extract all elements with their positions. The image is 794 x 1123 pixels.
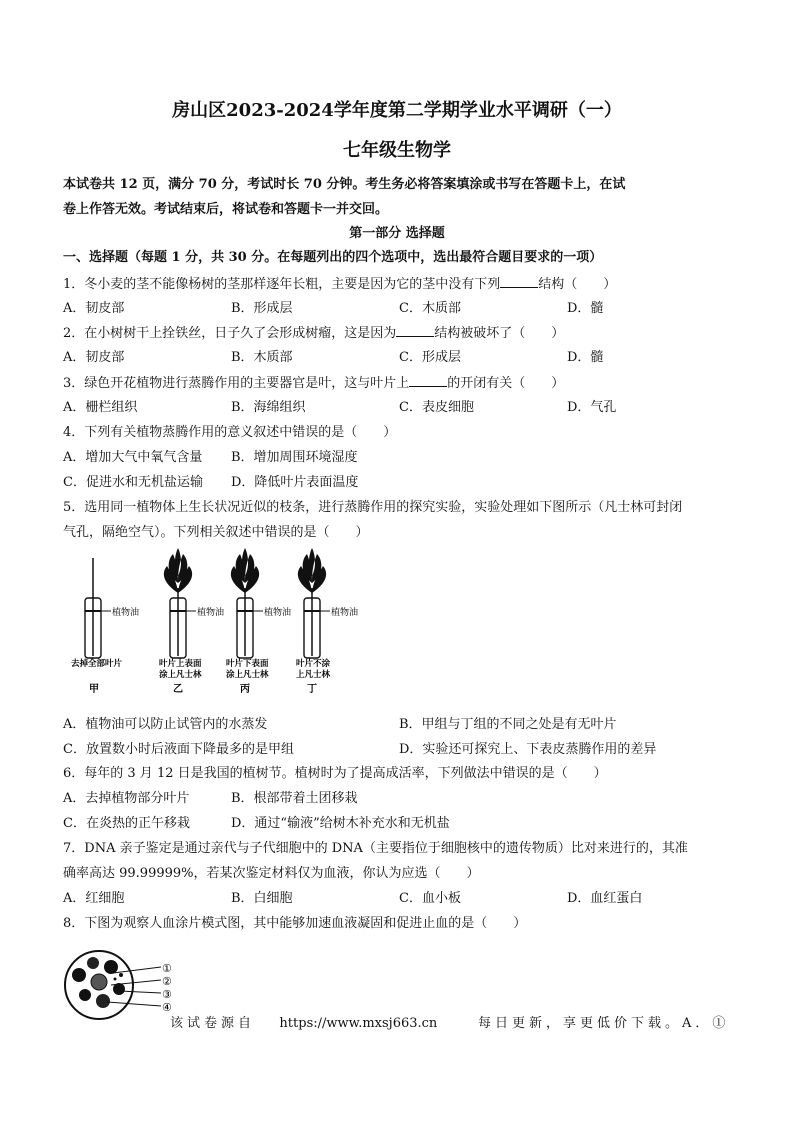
question-3-stem: 3．绿色开花植物进行蒸腾作用的主要器官是叶，这与叶片上 的开闭有关（ ） [63, 376, 565, 391]
section-heading: 一、选择题（每题 1 分，共 30 分。在每题列出的四个选项中，选出最符合题目要求的一项） [63, 250, 603, 265]
caption-ding-2: 上凡士林 [296, 670, 331, 680]
question-2-stem: 2．在小树树干上拴铁丝，日子久了会形成树瘤，这是因为 结构被破坏了（ ） [63, 326, 565, 341]
tube-group-ding [298, 548, 358, 658]
q7-option-b: B．白细胞 [231, 891, 293, 906]
oil-label: 植物油 [197, 608, 225, 618]
name-jia: 甲 [89, 684, 99, 695]
smear-label-1: ① [162, 962, 172, 975]
notice-line-1: 本试卷共 12 页，满分 70 分，考试时长 70 分钟。考生务必将答案填涂或书写在答题卡上，在试 [63, 177, 626, 192]
q3-option-a: A．栅栏组织 [63, 400, 138, 415]
q2-option-d: D．髓 [567, 350, 604, 365]
part-heading: 第一部分 选择题 [349, 226, 445, 241]
smear-label-3: ③ [162, 988, 172, 1001]
q1-option-a: A．韧皮部 [63, 301, 125, 316]
q4-option-b: B．增加周围环境湿度 [231, 450, 358, 465]
q3-option-c: C．表皮细胞 [399, 400, 474, 415]
q4-option-a: A．增加大气中氧气含量 [63, 450, 203, 465]
name-yi: 乙 [173, 684, 183, 695]
answer-blank [396, 324, 434, 337]
q5-option-c: C．放置数小时后液面下降最多的是甲组 [63, 742, 294, 757]
caption-ding-1: 叶片不涂 [296, 659, 331, 669]
oil-label: 植物油 [112, 608, 140, 618]
q6-option-b: B．根部带着土团移栽 [231, 791, 358, 806]
q7-option-d: D．血红蛋白 [567, 891, 643, 906]
q3-option-d: D．气孔 [567, 400, 617, 415]
smear-label-2: ② [162, 975, 172, 988]
q2-option-a: A．韧皮部 [63, 350, 125, 365]
source-link[interactable]: https://www.mxsj663.cn [279, 1016, 438, 1031]
exam-subtitle: 七年级生物学 [343, 140, 451, 161]
caption-bing-1: 叶片下表面 [226, 659, 269, 669]
q5-option-a: A．植物油可以防止试管内的水蒸发 [63, 717, 268, 732]
tube-group-jia [85, 558, 139, 658]
q3-option-b: B．海绵组织 [231, 400, 306, 415]
tube-group-bing [231, 548, 291, 658]
tube-group-yi [164, 548, 224, 658]
question-8-stem: 8．下图为观察人血涂片模式图，其中能够加速血液凝固和促进止血的是（ ） [63, 916, 527, 931]
question-6-stem: 6．每年的 3 月 12 日是我国的植树节。植树时为了提高成活率，下列做法中错误的是（ ） [63, 766, 607, 781]
q1-option-d: D．髓 [567, 301, 604, 316]
footer-line: 该试卷源自 https://www.mxsj663.cn 每日更新，享更低价下载。A．① [170, 1016, 730, 1031]
question-5-stem-2: 气孔，隔绝空气）。下列相关叙述中错误的是（ ） [63, 525, 369, 540]
q6-option-d: D．通过“输液”给树木补充水和无机盐 [231, 816, 450, 831]
smear-label-4: ④ [162, 1001, 172, 1014]
q1-option-b: B．形成层 [231, 301, 293, 316]
q7-option-c: C．血小板 [399, 891, 461, 906]
exam-title: 房山区2023-2024学年度第二学期学业水平调研（一） [172, 100, 622, 121]
caption-yi-2: 涂上凡士林 [159, 670, 202, 680]
q4-option-d: D．降低叶片表面温度 [231, 475, 359, 490]
oil-label: 植物油 [264, 608, 292, 618]
transpiration-experiment-figure [63, 548, 359, 698]
caption-jia-1: 去掉全部叶片 [71, 659, 123, 669]
q7-option-a: A．红细胞 [63, 891, 125, 906]
q2-option-c: C．形成层 [399, 350, 461, 365]
name-bing: 丙 [240, 684, 250, 695]
q6-option-c: C．在炎热的正午移栽 [63, 816, 190, 831]
question-5-stem-1: 5．选用同一植物体上生长状况近似的枝条，进行蒸腾作用的探究实验，实验处理如下图所示（凡士林可封闭 [63, 500, 683, 515]
question-7-stem-1: 7．DNA 亲子鉴定是通过亲代与子代细胞中的 DNA（主要指位于细胞核中的遗传物质）比对来进行的，其准 [63, 841, 688, 856]
oil-label: 植物油 [331, 608, 359, 618]
question-7-stem-2: 确率高达 99.99999%，若某次鉴定材料仅为血液，你认为应选（ ） [63, 866, 480, 881]
name-ding: 丁 [307, 684, 317, 695]
question-1-stem: 1．冬小麦的茎不能像杨树的茎那样逐年长粗，主要是因为它的茎中没有下列 结构（ ） [63, 277, 617, 292]
q4-option-c: C．促进水和无机盐运输 [63, 475, 203, 490]
question-4-stem: 4．下列有关植物蒸腾作用的意义叙述中错误的是（ ） [63, 425, 397, 440]
caption-yi-1: 叶片上表面 [159, 659, 202, 669]
answer-blank [500, 275, 538, 288]
caption-bing-2: 涂上凡士林 [226, 670, 269, 680]
q6-option-a: A．去掉植物部分叶片 [63, 791, 190, 806]
q2-option-b: B．木质部 [231, 350, 293, 365]
notice-line-2: 卷上作答无效。考试结束后，将试卷和答题卡一并交回。 [63, 202, 389, 217]
answer-blank [409, 374, 447, 387]
blood-smear-figure [63, 945, 173, 1025]
q5-option-d: D．实验还可探究上、下表皮蒸腾作用的差异 [399, 742, 657, 757]
q1-option-c: C．木质部 [399, 301, 461, 316]
q5-option-b: B．甲组与丁组的不同之处是有无叶片 [399, 717, 617, 732]
